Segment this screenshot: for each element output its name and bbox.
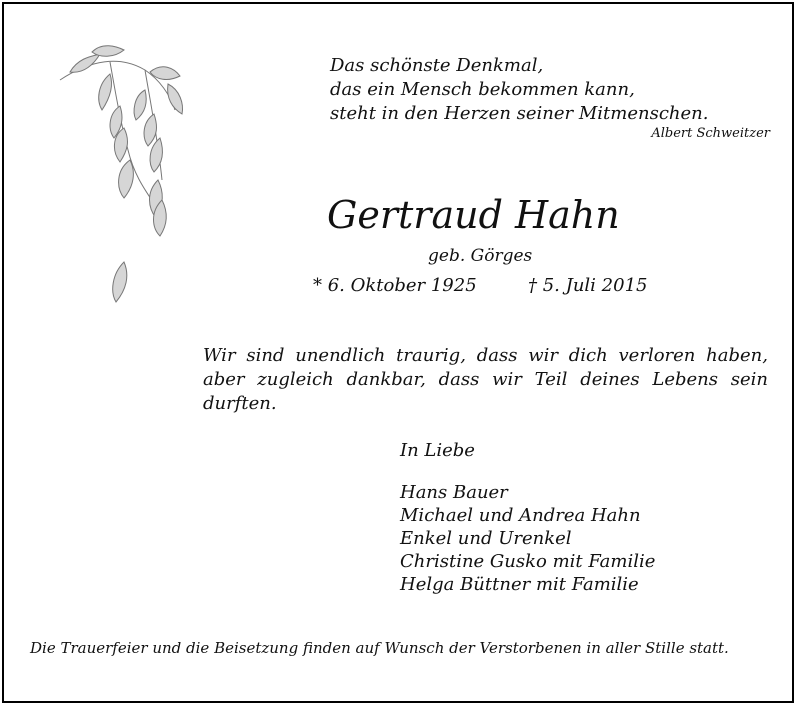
mourner: Christine Gusko mit Familie xyxy=(400,551,656,572)
quote-line: das ein Mensch bekommen kann, xyxy=(330,79,635,100)
closing-phrase: In Liebe xyxy=(400,440,475,461)
funeral-notice: Die Trauerfeier und die Beisetzung finden auf Wunsch der Verstorbenen in aller Stille statt. xyxy=(30,639,729,657)
quote-line: steht in den Herzen seiner Mitmenschen. xyxy=(330,103,709,124)
birth-date: * 6. Oktober 1925 xyxy=(313,275,477,296)
condolence-message: Wir sind unendlich traurig, dass wir dich verloren haben, aber zugleich dankbar, dass wir Teil deines Lebens sein durften. xyxy=(203,345,768,414)
birth-name: geb. Görges xyxy=(428,246,533,266)
quote-author: Albert Schweitzer xyxy=(651,126,770,141)
leaf-branch-icon xyxy=(50,40,200,320)
death-date: † 5. Juli 2015 xyxy=(528,275,648,296)
mourners-list xyxy=(400,481,655,596)
mourner: Enkel und Urenkel xyxy=(400,528,572,549)
deceased-name: Gertraud Hahn xyxy=(327,193,620,237)
quote-line: Das schönste Denkmal, xyxy=(330,55,544,76)
mourner: Hans Bauer xyxy=(400,482,508,503)
quote xyxy=(330,54,708,126)
mourner: Michael und Andrea Hahn xyxy=(400,505,641,526)
mourner: Helga Büttner mit Familie xyxy=(400,574,639,595)
